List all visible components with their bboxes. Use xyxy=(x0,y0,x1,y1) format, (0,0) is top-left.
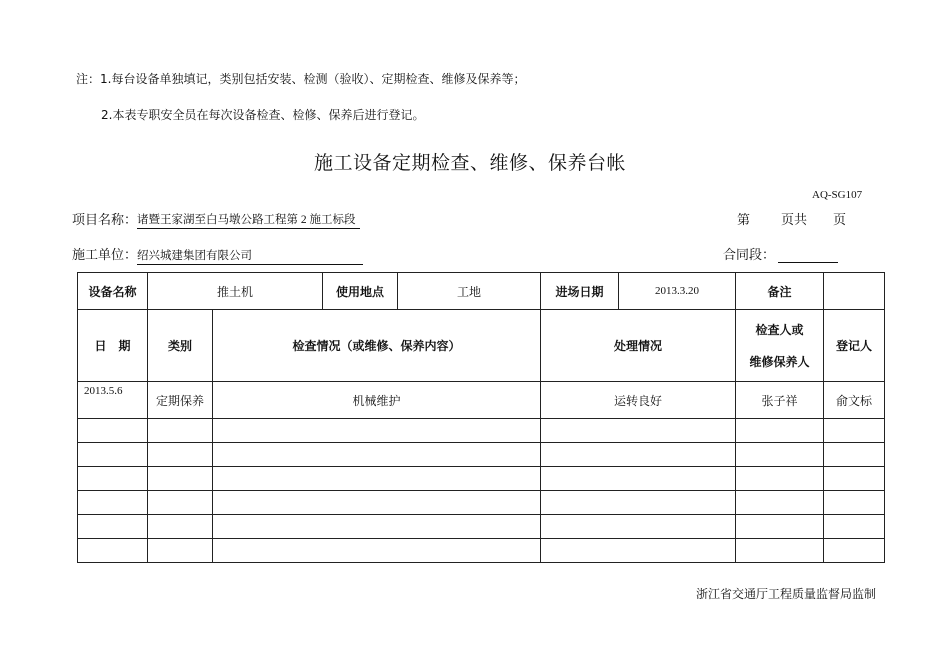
empty-cell xyxy=(824,491,885,515)
empty-cell xyxy=(78,539,148,563)
empty-cell xyxy=(541,467,736,491)
empty-cell xyxy=(736,467,824,491)
empty-cell xyxy=(213,419,541,443)
location-label: 使用地点 xyxy=(323,273,398,310)
column-header-date: 日 期 xyxy=(78,310,148,382)
empty-cell xyxy=(736,419,824,443)
contractor-label: 施工单位： xyxy=(72,248,138,263)
note-line-2: 2.本表专职安全员在每次设备检查、检修、保养后进行登记。 xyxy=(101,108,425,122)
empty-cell xyxy=(148,491,213,515)
empty-cell xyxy=(78,515,148,539)
empty-cell xyxy=(736,539,824,563)
remark-value xyxy=(824,273,885,310)
table-row xyxy=(78,382,885,419)
empty-cell xyxy=(78,491,148,515)
record-inspector: 张子祥 xyxy=(736,382,824,419)
contractor-value: 绍兴城建集团有限公司 xyxy=(137,247,363,265)
empty-cell xyxy=(78,467,148,491)
project-name-label: 项目名称： xyxy=(72,213,138,228)
page-numbering-part-3: 页 xyxy=(833,213,847,228)
empty-cell xyxy=(148,539,213,563)
column-header-inspector-line-2: 维修保养人 xyxy=(749,354,810,369)
record-date: 2013.5.6 xyxy=(78,382,148,419)
record-registrar: 俞文标 xyxy=(824,382,885,419)
empty-cell xyxy=(736,491,824,515)
column-header-registrar: 登记人 xyxy=(824,310,885,382)
table-row-empty xyxy=(78,467,885,491)
empty-cell xyxy=(148,419,213,443)
empty-cell xyxy=(541,515,736,539)
empty-cell xyxy=(824,419,885,443)
empty-cell xyxy=(213,491,541,515)
table-row-empty xyxy=(78,419,885,443)
empty-cell xyxy=(824,467,885,491)
empty-cell xyxy=(78,443,148,467)
empty-cell xyxy=(213,467,541,491)
empty-cell xyxy=(541,443,736,467)
remark-label: 备注 xyxy=(736,273,824,310)
footer-issuer: 浙江省交通厅工程质量监督局监制 xyxy=(696,587,877,601)
empty-cell xyxy=(541,491,736,515)
note-line-1: 注：1.每台设备单独填记，类别包括安装、检测（验收）、定期检查、维修及保养等； xyxy=(76,72,526,86)
page-numbering-part-1: 第 xyxy=(737,213,751,228)
empty-cell xyxy=(736,443,824,467)
empty-cell xyxy=(213,443,541,467)
table-row-empty xyxy=(78,443,885,467)
empty-cell xyxy=(213,515,541,539)
equipment-info-row xyxy=(78,273,885,310)
project-name-value: 诸暨王家湖至白马墩公路工程第 2 施工标段 xyxy=(137,211,360,229)
column-header-handling: 处理情况 xyxy=(541,310,736,382)
contract-section-value xyxy=(778,262,838,263)
table-row-empty xyxy=(78,491,885,515)
record-inspection: 机械维护 xyxy=(213,382,541,419)
entry-date-value: 2013.3.20 xyxy=(619,273,736,310)
page-title: 施工设备定期检查、维修、保养台帐 xyxy=(313,152,626,174)
empty-cell xyxy=(78,419,148,443)
column-header-inspector xyxy=(736,310,824,382)
column-header-category: 类别 xyxy=(148,310,213,382)
form-code: AQ-SG107 xyxy=(812,189,863,201)
column-header-row xyxy=(78,310,885,382)
record-category: 定期保养 xyxy=(148,382,213,419)
equipment-ledger-table xyxy=(77,272,885,563)
empty-cell xyxy=(213,539,541,563)
equipment-name-value: 推土机 xyxy=(148,273,323,310)
record-handling: 运转良好 xyxy=(541,382,736,419)
page-numbering-part-2: 页共 xyxy=(781,213,808,228)
empty-cell xyxy=(824,515,885,539)
contract-section-label: 合同段： xyxy=(723,248,776,263)
table-row-empty xyxy=(78,539,885,563)
location-value: 工地 xyxy=(398,273,541,310)
empty-cell xyxy=(148,443,213,467)
empty-cell xyxy=(148,467,213,491)
column-header-inspection: 检查情况（或维修、保养内容） xyxy=(213,310,541,382)
empty-cell xyxy=(541,419,736,443)
empty-cell xyxy=(541,539,736,563)
empty-cell xyxy=(824,443,885,467)
entry-date-label: 进场日期 xyxy=(541,273,619,310)
empty-cell xyxy=(824,539,885,563)
empty-cell xyxy=(148,515,213,539)
column-header-inspector-line-1: 检查人或 xyxy=(755,322,804,337)
table-row-empty xyxy=(78,515,885,539)
equipment-name-label: 设备名称 xyxy=(78,273,148,310)
empty-cell xyxy=(736,515,824,539)
